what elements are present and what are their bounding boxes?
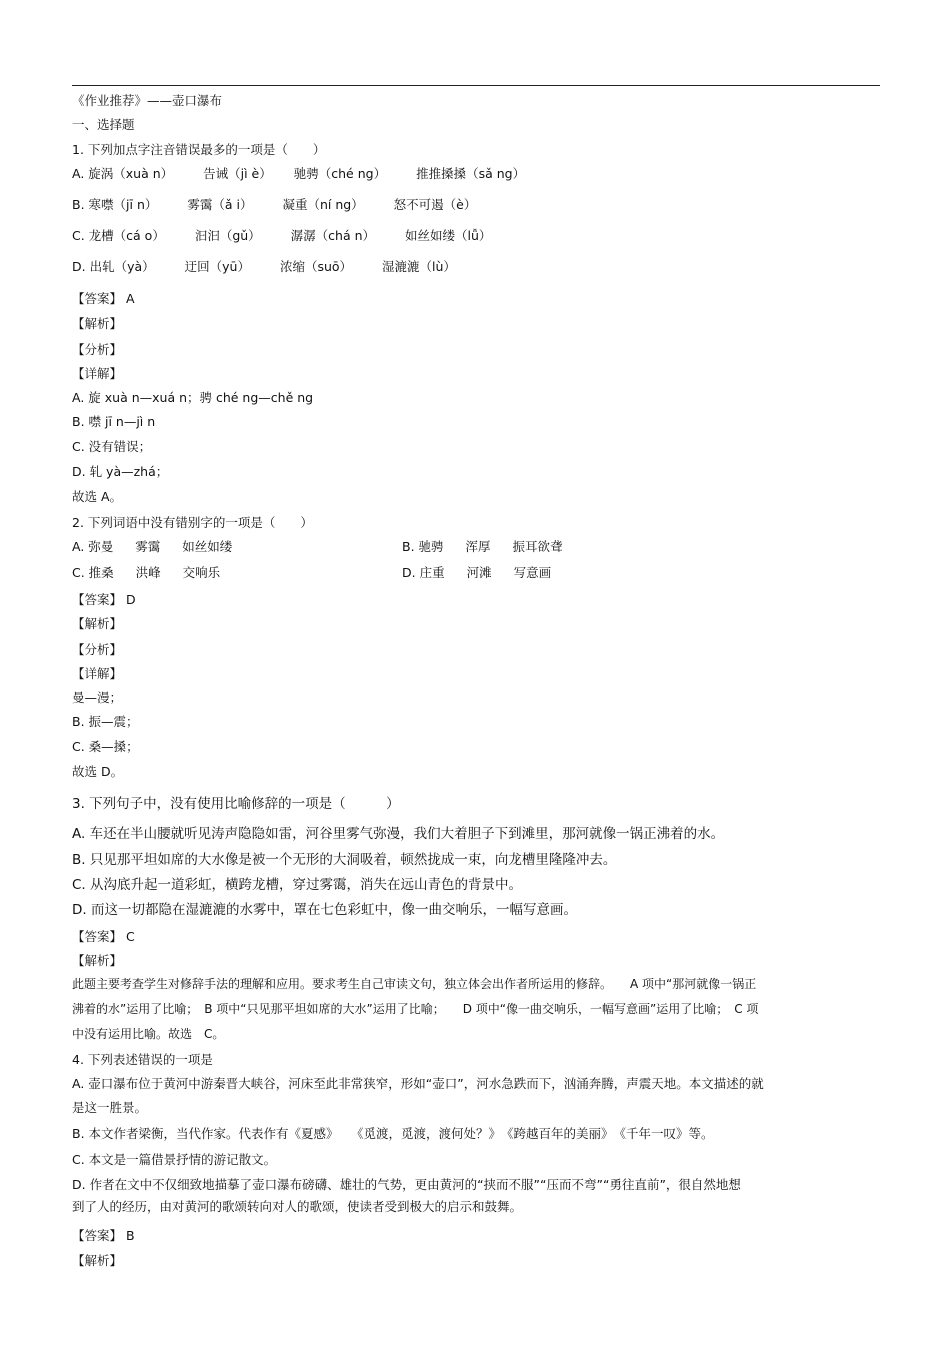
q4-option-c: C. 本文是一篇借景抒情的游记散文。	[72, 1152, 277, 1167]
q1-b-2: 雾霭（ǎ i）	[187, 197, 253, 212]
q2-d-1: D. 庄重	[402, 565, 445, 580]
q1-jiexi: 【解析】	[72, 316, 123, 331]
q1-detail-line: B. 噤 jī n—jì n	[72, 414, 156, 429]
q3-option-b: B. 只见那平坦如席的大水像是被一个无形的大洞吸着，顿然拢成一束，向龙槽里隆隆冲去。	[72, 852, 617, 868]
q1-answer: 【答案】 A	[72, 291, 135, 306]
q3-option-d: D. 而这一切都隐在湿漉漉的水雾中，罩在七色彩虹中，像一曲交响乐，一幅写意画。	[72, 902, 577, 918]
q2-d-2: 河滩	[466, 565, 492, 580]
q1-d-2: 迂回（yū）	[184, 259, 250, 274]
q4-option-a: A. 壶口瀑布位于黄河中游秦晋大峡谷，河床至此非常狭窄，形如“壶口”，河水急跌而下，汹涌奔腾，声震天地。本文描述的就	[72, 1076, 764, 1091]
q3-option-c: C. 从沟底升起一道彩虹，横跨龙槽，穿过雾霭，消失在远山青色的背景中。	[72, 877, 523, 893]
q2-option-b	[402, 539, 563, 555]
q1-detail-line: D. 轧 yà—zhá；	[72, 464, 169, 479]
q2-fenxi: 【分析】	[72, 642, 123, 657]
q1-a-3: 驰骋（ché ng）	[293, 166, 387, 181]
q1-stem: 1. 下列加点字注音错误最多的一项是（ ）	[72, 142, 326, 157]
q2-detail-line: C. 桑—搡；	[72, 739, 139, 754]
q3-stem: 3. 下列句子中，没有使用比喻修辞的一项是（ ）	[72, 796, 400, 812]
q1-d-4: 湿漉漉（lù）	[382, 259, 456, 274]
q2-c-3: 交响乐	[182, 565, 221, 580]
section-heading: 一、选择题	[72, 117, 135, 132]
q1-option-b	[72, 197, 476, 213]
q2-detail-line: B. 振—震；	[72, 714, 139, 729]
q3-answer: 【答案】 C	[72, 929, 135, 944]
q3-jiexi: 【解析】	[72, 953, 123, 968]
q1-fenxi: 【分析】	[72, 342, 123, 357]
q2-jiexi: 【解析】	[72, 616, 123, 631]
q4-option-a-cont: 是这一胜景。	[72, 1100, 148, 1115]
q1-b-1: B. 寒噤（jī n）	[72, 197, 158, 212]
q1-option-d	[72, 259, 456, 275]
q1-xiangjie: 【详解】	[72, 366, 123, 381]
q4-option-d-cont: 到了人的经历，由对黄河的歌颂转向对人的歌颂，使读者受到极大的启示和鼓舞。	[72, 1199, 523, 1214]
q2-answer: 【答案】 D	[72, 592, 136, 607]
q2-xiangjie: 【详解】	[72, 666, 123, 681]
q1-a-2: 告诫（jì è）	[203, 166, 272, 181]
q1-option-c	[72, 228, 491, 244]
q3-analysis-line: 中没有运用比喻。故选 C。	[72, 1027, 225, 1041]
q3-analysis-line: 此题主要考查学生对修辞手法的理解和应用。要求考生自己审读文句，独立体会出作者所运用的修辞。 A 项中“那河就像一锅正	[72, 977, 757, 991]
q2-option-d	[402, 565, 551, 581]
q1-conclusion: 故选 A。	[72, 489, 123, 504]
q4-answer: 【答案】 B	[72, 1228, 135, 1243]
q2-option-c	[72, 565, 220, 581]
q3-analysis-line: 沸着的水”运用了比喻； B 项中“只见那平坦如席的大水”运用了比喻； D 项中“像一曲交响乐，一幅写意画”运用了比喻； C 项	[72, 1002, 759, 1016]
q1-detail-line: C. 没有错误；	[72, 439, 152, 454]
q1-option-a	[72, 166, 525, 182]
q1-a-1: A. 旋涡（xuà n）	[72, 166, 174, 181]
q2-a-3: 如丝如缕	[182, 539, 233, 554]
q2-a-2: 雾霭	[135, 539, 161, 554]
q4-option-b: B. 本文作者梁衡，当代作家。代表作有《夏感》 《觅渡，觅渡，渡何处？》 《跨越百年的美丽》 《千年一叹》等。	[72, 1126, 714, 1141]
q1-d-3: 浓缩（suō）	[279, 259, 353, 274]
q2-b-2: 浑厚	[465, 539, 491, 554]
q4-jiexi: 【解析】	[72, 1253, 123, 1268]
q2-detail-line: 曼—漫；	[72, 690, 123, 705]
q2-d-3: 写意画	[513, 565, 552, 580]
q2-c-1: C. 推桑	[72, 565, 114, 580]
q1-b-4: 怒不可遏（è）	[393, 197, 477, 212]
q1-a-4: 推推搡搡（sǎ ng）	[416, 166, 526, 181]
q1-c-4: 如丝如缕（lǚ）	[405, 228, 492, 243]
q3-option-a: A. 车还在半山腰就听见涛声隐隐如雷，河谷里雾气弥漫，我们大着胆子下到滩里，那河就像一锅正沸着的水。	[72, 826, 725, 842]
header-rule	[72, 85, 880, 86]
q4-stem: 4. 下列表述错误的一项是	[72, 1052, 213, 1067]
q1-c-3: 潺潺（chá n）	[290, 228, 376, 243]
q2-option-a	[72, 539, 232, 555]
q1-c-2: 汩汩（gǔ）	[194, 228, 261, 243]
q4-option-d: D. 作者在文中不仅细致地描摹了壶口瀑布磅礴、雄壮的气势，更由黄河的“挟而不服”“压而不弯”“勇往直前”，很自然地想	[72, 1177, 741, 1192]
document-title: 《作业推荐》——壶口瀑布	[72, 93, 223, 108]
q2-b-1: B. 驰骋	[402, 539, 444, 554]
q1-c-1: C. 龙槽（cá o）	[72, 228, 165, 243]
q1-d-1: D. 出轧（yà）	[72, 259, 155, 274]
q2-a-1: A. 弥曼	[72, 539, 114, 554]
q2-stem: 2. 下列词语中没有错别字的一项是（ ）	[72, 515, 313, 530]
q2-conclusion: 故选 D。	[72, 764, 124, 779]
q2-c-2: 洪峰	[135, 565, 161, 580]
q1-detail-line: A. 旋 xuà n—xuá n；骋 ché ng—chě ng	[72, 390, 314, 405]
q2-b-3: 振耳欲聋	[512, 539, 563, 554]
q1-b-3: 凝重（ní ng）	[282, 197, 364, 212]
